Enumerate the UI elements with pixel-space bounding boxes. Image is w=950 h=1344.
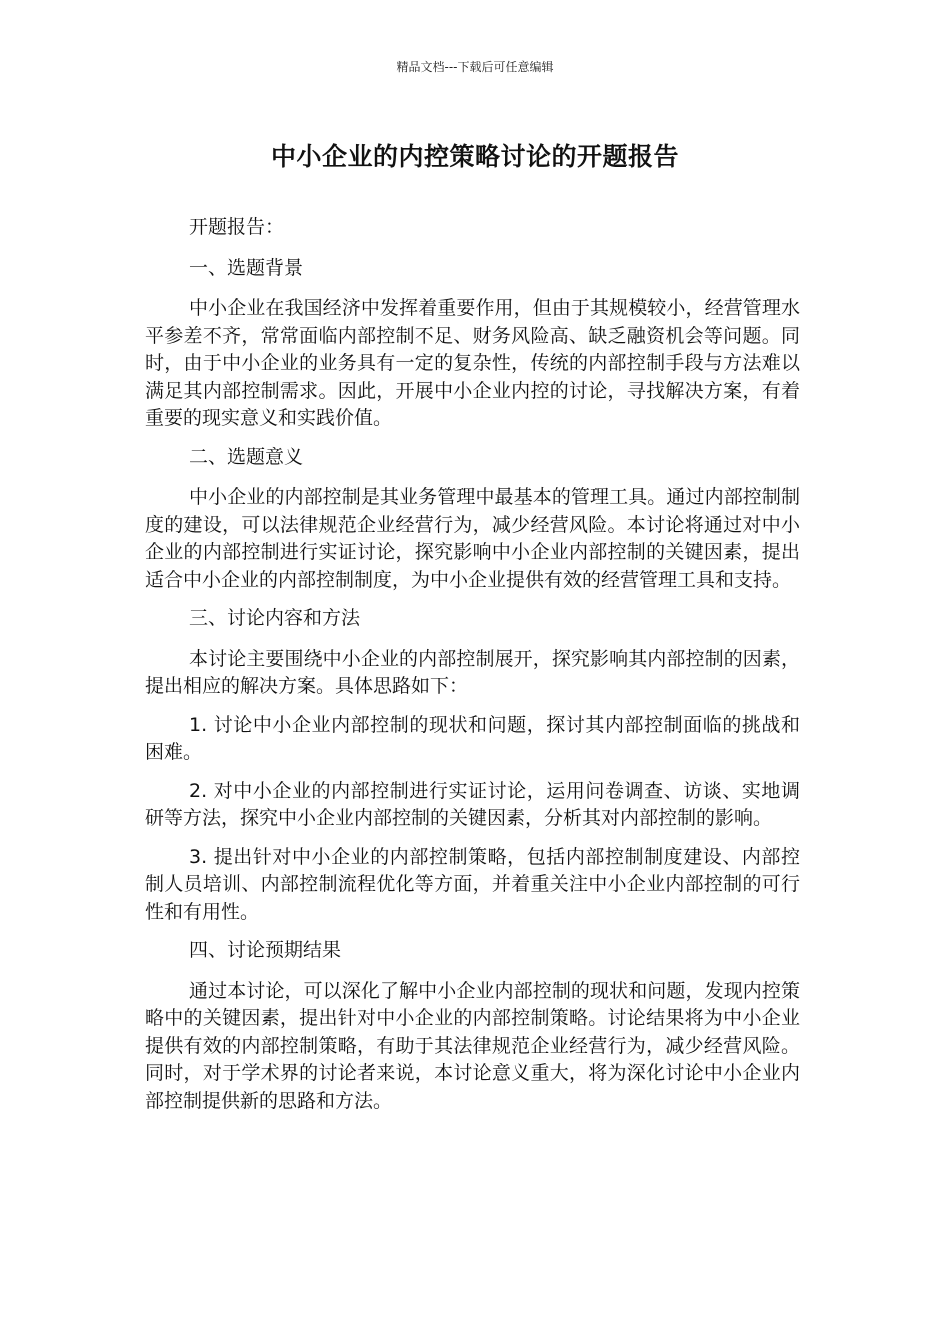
paragraph-content-methods: 本讨论主要围绕中小企业的内部控制展开，探究影响其内部控制的因素，提出相应的解决方案。具体思路如下： [145, 647, 800, 697]
paragraph-significance: 中小企业的内部控制是其业务管理中最基本的管理工具。通过内部控制制度的建设，可以法律规范企业经营行为，减少经营风险。本讨论将通过对中小企业的内部控制进行实证讨论，探究影响中小企业内部控制的关键因素，提出适合中小企业的内部控制制度，为中小企业提供有效的经营管理工具和支持。 [145, 486, 800, 591]
report-label: 开题报告： [189, 216, 285, 238]
page-header: 精品文档---下载后可任意编辑 [396, 60, 554, 74]
document-title: 中小企业的内控策略讨论的开题报告 [270, 142, 679, 171]
document-body [145, 214, 800, 1126]
list-item-2: 2. 对中小企业的内部控制进行实证讨论，运用问卷调查、访谈、实地调研等方法，探究中小企业内部控制的关键因素，分析其对内部控制的影响。 [145, 779, 800, 829]
section-heading-background: 一、选题背景 [189, 256, 304, 279]
list-item-1: 1. 讨论中小企业内部控制的现状和问题，探讨其内部控制面临的挑战和困难。 [145, 713, 800, 763]
list-item-3: 3. 提出针对中小企业的内部控制策略，包括内部控制制度建设、内部控制人员培训、内部控制流程优化等方面，并着重关注中小企业内部控制的可行性和有用性。 [145, 845, 800, 923]
paragraph-background: 中小企业在我国经济中发挥着重要作用，但由于其规模较小，经营管理水平参差不齐，常常面临内部控制不足、财务风险高、缺乏融资机会等问题。同时，由于中小企业的业务具有一定的复杂性，传统的内部控制手段与方法难以满足其内部控制需求。因此，开展中小企业内控的讨论，寻找解决方案，有着重要的现实意义和实践价值。 [145, 297, 800, 429]
section-heading-content-methods: 三、讨论内容和方法 [189, 607, 361, 629]
section-heading-significance: 二、选题意义 [189, 445, 304, 468]
paragraph-expected-results: 通过本讨论，可以深化了解中小企业内部控制的现状和问题，发现内控策略中的关键因素，提出针对中小企业的内部控制策略。讨论结果将为中小企业提供有效的内部控制策略，有助于其法律规范企业经营行为，减少经营风险。同时，对于学术界的讨论者来说，本讨论意义重大，将为深化讨论中小企业内部控制提供新的思路和方法。 [145, 979, 800, 1112]
section-heading-expected-results: 四、讨论预期结果 [189, 939, 342, 961]
